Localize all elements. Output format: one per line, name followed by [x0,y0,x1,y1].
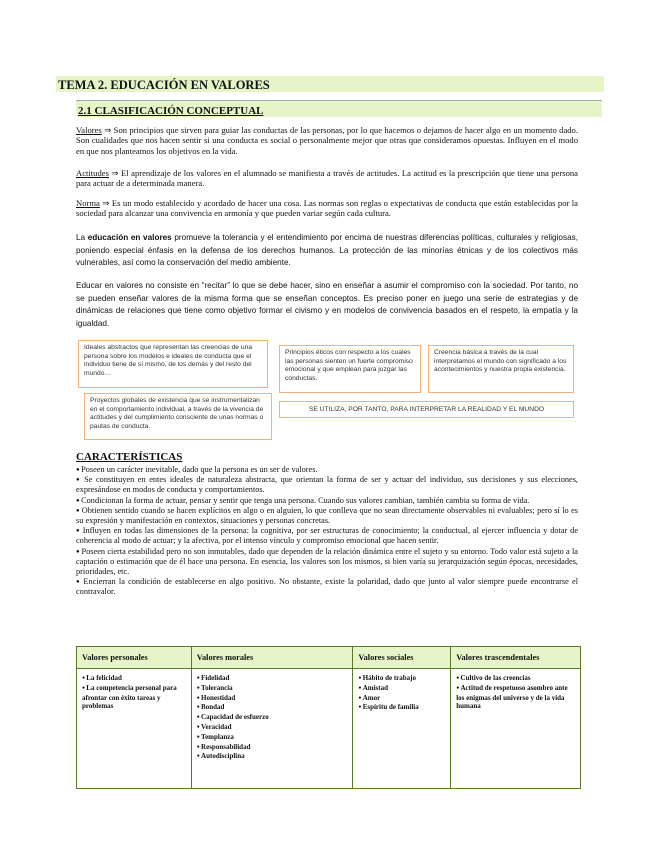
list-item: ● Amor [358,694,445,704]
list-item: ● Bondad [197,703,348,713]
list-item: ● Poseen cierta estabilidad pero no son inmutables, dado que dependen de la relación dinámica entre el sujeto y su entorno. Todo valor está sujeto a la captación o estimación que de él hace una persona. En esencia, los valores son los mismos, si bien varía su jerarquización según épocas, necesidades, prioridades, etc. [76,547,578,578]
topic-title-bar [56,76,604,92]
diagram-box-proyectos: Proyectos globales de existencia que se instrumentalizan en el comportamiento individual, a través de la vivencia de actitudes y del cumplimiento consciente de unas normas o pautas de conducta. [84,393,272,440]
list-item: ● Capacidad de esfuerzo [197,713,348,723]
diagram-box-interpretar: SE UTILIZA, POR TANTO, PARA INTERPRETAR LA REALIDAD Y EL MUNDO [279,401,574,418]
characteristics-heading: CARACTERÍSTICAS [76,451,183,463]
list-item: ● Se constituyen en entes ideales de naturaleza abstracta, que orientan la forma de ser y actuar del individuo, sus decisiones y sus elecciones, expresándose en modos de conducta y comportamientos. [76,475,578,495]
paragraph-educacion: La educación en valores promueve la tolerancia y el entendimiento por encima de nuestras diferencias políticas, culturales y religiosas, poniendo especial énfasis en la defensa de los derechos humanos. La protección de las minorías étnicas y de los colectivos más vulnerables, así como la conservación del medio ambiente. [76,233,578,268]
list-item: ● Poseen un carácter inevitable, dado que la persona es un ser de valores. [76,465,578,475]
topic-title: TEMA 2. EDUCACIÓN EN VALORES [58,78,270,92]
diagram-box-principios: Principios éticos con respecto a los cuales las personas sienten un fuerte compromiso emocional y que emplean para juzgar las conductas. [279,345,421,393]
definition-norma-text: ⇒ Es un modo establecido y acordado de hacer una cosa. Las normas son reglas o expectativas de conducta que están establecidas por la sociedad para alcanzar una convivencia en armonía y que pueden variar según cada cultura. [76,198,578,219]
definition-valores [76,125,578,156]
list-item: ● Fidelidad [197,674,348,684]
cell-valores-morales [191,669,353,789]
paragraph-educar: Educar en valores no consiste en “recitar” lo que se debe hacer, sino en enseñar a asumir el compromiso con la sociedad. Por tanto, no se pueden enseñar valores de la misma forma que se enseñan conceptos. Es preciso poner en juego una serie de estrategias y de dinámicas de relaciones que tiene como objetivo formar el civismo y en modelos de convivencia basados en el respeto, la empatía y la igualdad. [76,281,578,328]
list-item: ● Autodisciplina [197,752,348,762]
list-item: ● Obtienen sentido cuando se hacen explícitos en algo o en alguien, lo que conlleva que no sean directamente observables ni evaluables; pero sí lo es su expresión y manifestación en contextos, situaciones y personas concretas. [76,506,578,526]
header-valores-morales: Valores morales [191,647,353,669]
diagram-box-creencia: Creencia básica a través de la cual interpretamos el mundo con significado a los acontecimientos y nuestra propia existencia. [428,345,574,393]
values-table [76,646,581,789]
list-item: ● La felicidad [82,674,186,684]
header-valores-sociales: Valores sociales [353,647,451,669]
definition-actitudes-text: ⇒ El aprendizaje de los valores en el alumnado se manifiesta a través de actitudes. La actitud es la prescripción que tiene una persona para actuar de a determinada manera. [76,168,578,189]
header-valores-trascendentales: Valores trascendentales [451,647,581,669]
list-item: ● Responsabilidad [197,743,348,753]
definition-norma [76,198,578,219]
list-item: ● Honestidad [197,694,348,704]
list-item: ● Templanza [197,733,348,743]
section-heading-bar [76,100,602,117]
cell-valores-sociales [353,669,451,789]
section-heading: 2.1 CLASIFICACIÓN CONCEPTUAL [78,105,264,117]
definition-valores-text: ⇒ Son principios que sirven para guiar las conductas de las personas, por lo que hacemos o dejamos de hacer algo en un momento dado. Son cualidades que nos hacen sentir si una conducta es social o personalmente mejor que otras que consideramos opuestas. Influyen en el modo en que nos planteamos los objetivos en la vida. [76,125,578,156]
list-item: ● La competencia personal para afrontar con éxito tareas y problemas [82,684,186,711]
list-item: ● Tolerancia [197,684,348,694]
list-item: ● Espíritu de familia [358,703,445,713]
cell-valores-trascendentales [451,669,581,789]
diagram-box-ideales: Ideales abstractos que representan las creencias de una persona sobre los modelos e ideales de conducta que el individuo tiene de sí mismo, de los demás y del resto del mundo… [78,340,268,388]
educacion-en-valores-bold: educación en valores [87,233,172,242]
list-item: ● Veracidad [197,723,348,733]
term-actitudes: Actitudes [76,168,109,178]
header-valores-personales: Valores personales [77,647,192,669]
list-item: ● Influyen en todas las dimensiones de la persona: la cognitiva, por ser estructuras de conocimiento; la conductual, al ejercer influencia y dotar de coherencia al modo de actuar; y la afectiva, por el intenso vínculo y compromiso emocional que hacen sentir. [76,526,578,546]
cell-valores-personales [77,669,192,789]
values-table-row [77,669,581,789]
definition-actitudes [76,168,578,189]
list-item: ● Encierran la condición de establecerse en algo positivo. No obstante, existe la polaridad, dado que junto al valor siempre puede encontrarse el contravalor. [76,577,578,597]
term-norma: Norma [76,198,100,208]
list-item: ● Actitud de respetuoso asombro ante los enigmas del universo y de la vida humana [456,684,575,711]
values-table-header-row [77,647,581,669]
list-item: ● Hábito de trabajo [358,674,445,684]
characteristics-list [76,465,578,598]
term-valores: Valores [76,125,102,135]
list-item: ● Condicionan la forma de actuar, pensar y sentir que tenga una persona. Cuando sus valores cambian, también cambia su forma de vida. [76,496,578,506]
list-item: ● Amistad [358,684,445,694]
list-item: ● Cultivo de las creencias [456,674,575,684]
